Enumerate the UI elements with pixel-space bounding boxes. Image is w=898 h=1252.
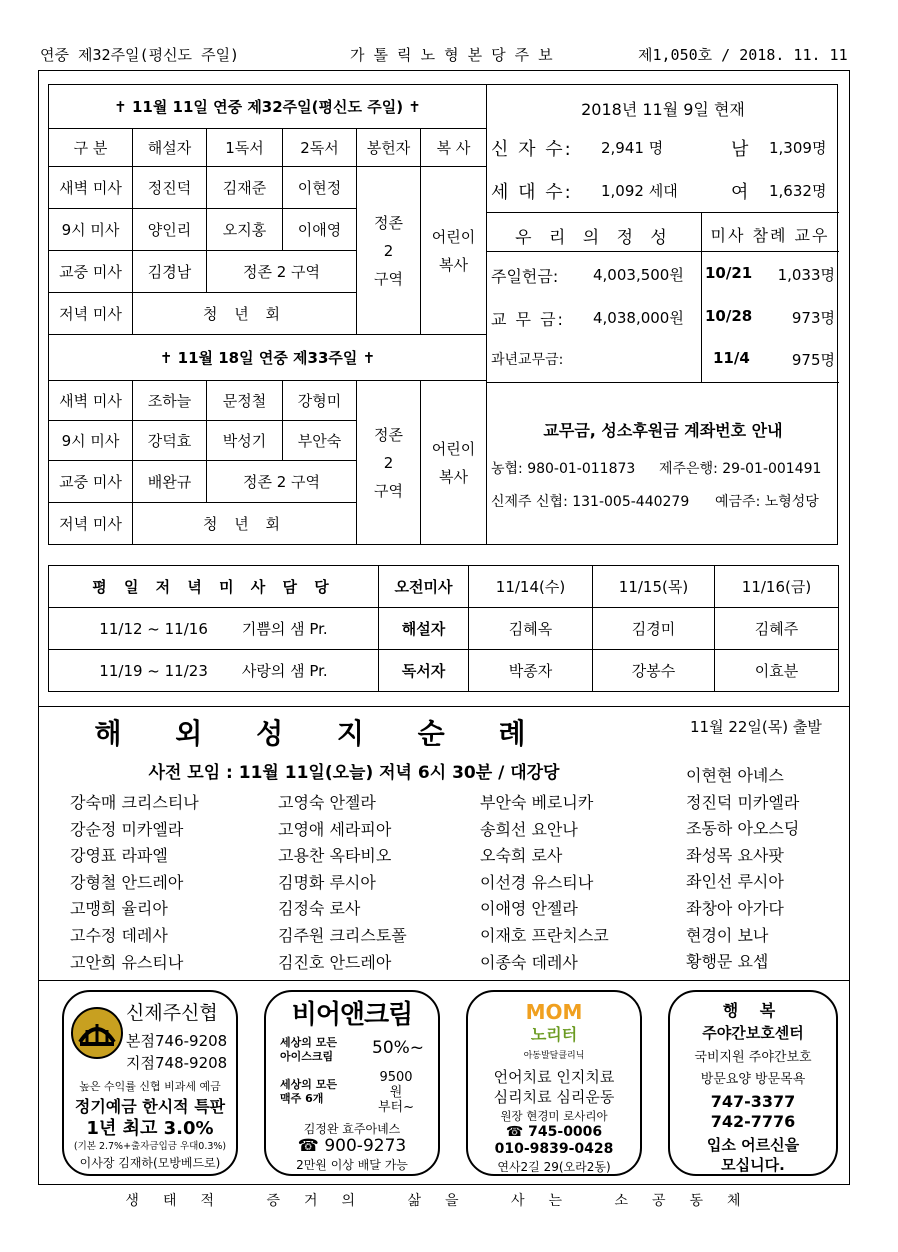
beer-cream-phone: ☎ 900-9273 — [297, 1136, 407, 1156]
offering-line: 구역 — [374, 481, 403, 500]
col-header-category: 구 분 — [49, 129, 133, 167]
weekday-mass-table — [48, 565, 839, 692]
morning-mass-title: 오전미사 — [379, 566, 469, 608]
col-header-commentator: 해설자 — [133, 129, 207, 167]
server-line: 복사 — [439, 467, 468, 486]
credit-union-name: 신제주신협 — [126, 1002, 218, 1024]
evening-group: 청 년 회 — [133, 293, 357, 335]
offering-line: 2 — [383, 241, 394, 260]
pilgrim-name: 부안숙 베로니카 — [480, 793, 594, 812]
pilgrim-name: 황행문 요셉 — [686, 952, 769, 972]
reader2-name: 이현정 — [283, 167, 357, 209]
offering-group — [357, 167, 421, 335]
icecream-line: 세상의 모든 — [280, 1036, 337, 1049]
attendance-date: 10/28 — [705, 307, 753, 325]
bulletin-footer: 생태적 증거의 삶을 사는 소공동체 — [125, 1193, 765, 1209]
server-line: 어린이 — [431, 227, 476, 246]
weekday-title: 평 일 저 녁 미 사 담 당 — [49, 566, 379, 608]
clinic-director: 원장 현경미 로사리아 — [500, 1109, 608, 1123]
offering-title: 우 리 의 정 성 — [515, 228, 673, 248]
pilgrim-name: 고맹희 율리아 — [70, 899, 168, 919]
care-center-title: 행 복 — [722, 1001, 784, 1020]
weekday-row — [49, 650, 379, 692]
ad-care-center — [668, 990, 838, 1176]
account-jeju-bank: 제주은행: 29-01-001491 — [659, 461, 822, 477]
credit-union-chairman: 이사장 김재하(모방베드로) — [79, 1156, 221, 1170]
server-line: 어린이 — [431, 439, 476, 458]
role-name: 강봉수 — [593, 650, 715, 692]
pilgrim-name: 고수정 데레사 — [70, 925, 168, 945]
pilgrim-name: 고안희 유스티나 — [70, 952, 184, 972]
pilgrim-name: 이종숙 데레사 — [480, 952, 578, 972]
beer-line: 맥주 6개 — [280, 1092, 324, 1105]
server-group — [421, 167, 487, 335]
role-name: 김경미 — [593, 608, 715, 650]
week2-schedule-table — [48, 334, 487, 545]
role-reader: 독서자 — [379, 650, 469, 692]
evening-group: 청 년 회 — [133, 503, 357, 545]
beer-line: 세상의 모든 — [280, 1078, 337, 1091]
church-dues-amount: 4,038,000원 — [593, 309, 684, 327]
readers-group: 정존 2 구역 — [207, 251, 357, 293]
weekday-group: 사랑의 샘 Pr. — [241, 662, 328, 680]
pilgrim-name: 강형철 안드레아 — [70, 872, 184, 892]
credit-union-line1: 높은 수익률 신협 비과세 예금 — [79, 1080, 221, 1093]
pilgrim-name: 고영숙 안젤라 — [278, 793, 376, 812]
ad-mom-noriteo — [466, 990, 642, 1176]
credit-union-branch-phone: 지점748-9208 — [126, 1054, 228, 1072]
female-count: 1,632명 — [769, 182, 827, 200]
week1-schedule-table — [48, 84, 487, 335]
day-header: 11/15(목) — [593, 566, 715, 608]
icecream-discount: 50%~ — [372, 1038, 425, 1058]
attendance-count: 975명 — [791, 351, 835, 369]
pilgrim-name: 좌성목 요사팟 — [686, 845, 784, 865]
week1-title: ✝ 11월 11일 연중 제32주일(평신도 주일) ✝ — [49, 85, 487, 129]
reader2-name: 강형미 — [283, 381, 357, 421]
pilgrim-name: 조동하 아오스딩 — [686, 819, 800, 839]
sunday-offering-label: 주일헌금: — [491, 267, 559, 286]
pilgrim-list-col3 — [480, 790, 609, 976]
account-shinhyup: 신제주 신협: 131-005-440279 — [491, 494, 690, 510]
pilgrim-name: 현경이 보나 — [686, 925, 769, 945]
credit-union-rate-detail: (기본 2.7%+출자금입금 우대0.3%) — [73, 1141, 227, 1152]
accounts-title: 교무금, 성소후원금 계좌번호 안내 — [543, 421, 783, 440]
offering-group — [357, 381, 421, 545]
pilgrimage-title: 해 외 성 지 순 례 — [94, 717, 548, 750]
weekday-group: 기쁨의 샘 Pr. — [241, 620, 328, 638]
care-center-phone-2: 742-7776 — [710, 1112, 796, 1131]
believers-label: 신 자 수: — [491, 139, 573, 160]
reader1-name: 오지홍 — [207, 209, 283, 251]
commentator-name: 양인리 — [133, 209, 207, 251]
bulletin-header — [40, 44, 850, 70]
clinic-mobile: 010-9839-0428 — [494, 1141, 614, 1157]
credit-union-logo-icon — [70, 1006, 124, 1060]
day-header: 11/14(수) — [469, 566, 593, 608]
attendance-date: 11/4 — [713, 349, 750, 367]
male-count: 1,309명 — [769, 139, 827, 157]
attendance-count: 1,033명 — [777, 266, 835, 284]
clinic-phone: ☎ 745-0006 — [505, 1124, 603, 1140]
commentator-name: 조하늘 — [133, 381, 207, 421]
commentator-name: 김경남 — [133, 251, 207, 293]
attendance-title: 미사 참례 교우 — [710, 226, 830, 245]
clinic-address: 연사2길 29(오라2동) — [497, 1160, 611, 1174]
credit-union-rate: 1년 최고 3.0% — [86, 1118, 214, 1139]
weekday-dates: 11/12 ~ 11/16 — [99, 620, 208, 638]
mass-label: 새벽 미사 — [49, 167, 133, 209]
server-line: 복사 — [439, 255, 468, 274]
believers-count: 2,941 명 — [601, 139, 664, 157]
church-dues-label: 교 무 금: — [491, 310, 565, 329]
server-group — [421, 381, 487, 545]
pilgrim-name: 강숙매 크리스티나 — [70, 793, 199, 812]
female-label: 여 — [731, 182, 751, 203]
col-header-reader2: 2독서 — [283, 129, 357, 167]
mass-label: 교중 미사 — [49, 461, 133, 503]
care-center-name: 주야간보호센터 — [702, 1024, 804, 1042]
pilgrim-name: 김주원 크리스토폴 — [278, 925, 407, 945]
pilgrim-name: 오숙희 로사 — [480, 846, 563, 866]
sunday-offering-amount: 4,003,500원 — [593, 266, 684, 284]
pilgrim-name: 김정숙 로사 — [278, 899, 361, 919]
noriteo-logo: 노리터 — [530, 1025, 578, 1044]
attendance-date: 10/21 — [705, 264, 753, 282]
mass-label: 저녁 미사 — [49, 503, 133, 545]
clinic-services-2: 심리치료 심리운동 — [493, 1088, 615, 1106]
ad-beer-and-cream — [264, 990, 440, 1176]
pilgrim-name: 강영표 라파엘 — [70, 846, 168, 866]
role-name: 이효분 — [715, 650, 839, 692]
beer-price-line: 9500 — [379, 1070, 413, 1085]
pilgrim-name: 이선경 유스티나 — [480, 872, 594, 892]
credit-union-line2: 정기예금 한시적 특판 — [74, 1097, 226, 1116]
stats-date: 2018년 11월 9일 현재 — [581, 100, 745, 119]
col-header-offering: 봉헌자 — [357, 129, 421, 167]
pilgrim-name: 이재호 프란치스코 — [480, 925, 609, 945]
role-commentator: 해설자 — [379, 608, 469, 650]
mass-label: 9시 미사 — [49, 421, 133, 461]
clinic-type: 아동발달클리닉 — [523, 1051, 585, 1061]
mom-logo: MOM — [525, 1000, 583, 1024]
commentator-name: 배완규 — [133, 461, 207, 503]
col-header-server: 복 사 — [421, 129, 487, 167]
reader1-name: 박성기 — [207, 421, 283, 461]
pilgrim-name: 고용찬 옥타비오 — [278, 846, 392, 866]
past-dues-label: 과년교무금: — [491, 352, 564, 368]
col-header-reader1: 1독서 — [207, 129, 283, 167]
beer-price-line: 부터~ — [378, 1100, 415, 1115]
beer-price — [378, 1070, 414, 1115]
male-label: 남 — [731, 139, 751, 160]
commentator-name: 강덕효 — [133, 421, 207, 461]
readers-group: 정존 2 구역 — [207, 461, 357, 503]
week2-title: ✝ 11월 18일 연중 제33주일 ✝ — [49, 335, 487, 381]
households-label: 세 대 수: — [491, 182, 573, 203]
pilgrim-list-col4 — [686, 763, 799, 976]
reader1-name: 김재준 — [207, 167, 283, 209]
care-center-line-4: 모십니다. — [721, 1156, 785, 1174]
parish-stats-panel — [486, 84, 838, 545]
role-name: 김혜옥 — [469, 608, 593, 650]
pilgrim-name: 김명화 루시아 — [278, 872, 376, 892]
ad-credit-union — [62, 990, 238, 1176]
beer-cream-delivery: 2만원 이상 배달 가능 — [296, 1158, 408, 1172]
care-center-service-1: 국비지원 주야간보호 — [694, 1050, 812, 1065]
header-sunday: 연중 제32주일(평신도 주일) — [40, 46, 240, 64]
attendance-count: 973명 — [791, 309, 835, 327]
pilgrim-name: 김진호 안드레아 — [278, 952, 392, 972]
icecream-line: 아이스크림 — [280, 1050, 334, 1063]
beer-cream-name: 비어앤크림 — [291, 1000, 413, 1030]
households-count: 1,092 세대 — [601, 182, 678, 200]
pilgrimage-departure: 11월 22일(목) 출발 — [690, 718, 822, 736]
credit-union-main-phone: 본점746-9208 — [126, 1032, 228, 1050]
beer-price-line: 원 — [389, 1085, 403, 1100]
pilgrim-list-col2 — [278, 790, 407, 976]
mass-label: 교중 미사 — [49, 251, 133, 293]
reader2-name: 이애영 — [283, 209, 357, 251]
reader2-name: 부안숙 — [283, 421, 357, 461]
header-bulletin-title: 가 톨 릭 노 형 본 당 주 보 — [350, 46, 553, 64]
pilgrim-name: 강순정 미카엘라 — [70, 819, 184, 839]
account-nh: 농협: 980-01-011873 — [491, 461, 636, 477]
clinic-services-1: 언어치료 인지치료 — [493, 1068, 615, 1086]
pilgrim-list-col1 — [70, 790, 199, 976]
mass-label: 새벽 미사 — [49, 381, 133, 421]
care-center-phone-1: 747-3377 — [710, 1092, 796, 1111]
offering-line: 2 — [383, 453, 394, 472]
care-center-line-3: 입소 어르신을 — [706, 1136, 800, 1154]
beer-cream-owner: 김정완 효주아녜스 — [303, 1122, 401, 1136]
pilgrim-name: 좌창아 아가다 — [686, 898, 784, 918]
offering-line: 구역 — [374, 269, 403, 288]
offering-line: 정존 — [374, 213, 403, 232]
pilgrim-name: 정진덕 미카엘라 — [686, 792, 800, 812]
day-header: 11/16(금) — [715, 566, 839, 608]
mass-label: 9시 미사 — [49, 209, 133, 251]
beer-offer — [280, 1078, 337, 1106]
role-name: 박종자 — [469, 650, 593, 692]
role-name: 김혜주 — [715, 608, 839, 650]
pilgrim-name: 좌인선 루시아 — [686, 872, 784, 892]
care-center-service-2: 방문요양 방문목욕 — [700, 1072, 806, 1087]
weekday-dates: 11/19 ~ 11/23 — [99, 662, 208, 680]
pilgrim-name: 이애영 안젤라 — [480, 899, 578, 919]
commentator-name: 정진덕 — [133, 167, 207, 209]
icecream-offer — [280, 1036, 337, 1064]
pilgrim-name: 송희선 요안나 — [480, 819, 578, 839]
weekday-row — [49, 608, 379, 650]
account-holder: 예금주: 노형성당 — [715, 494, 819, 510]
header-issue: 제1,050호 / 2018. 11. 11 — [638, 46, 848, 64]
pilgrim-name: 고영애 세라피아 — [278, 819, 392, 839]
reader1-name: 문정철 — [207, 381, 283, 421]
pilgrimage-meeting: 사전 모임 : 11월 11일(오늘) 저녁 6시 30분 / 대강당 — [148, 763, 560, 783]
mass-label: 저녁 미사 — [49, 293, 133, 335]
pilgrim-name: 이현현 아녜스 — [686, 766, 784, 785]
offering-line: 정존 — [374, 425, 403, 444]
